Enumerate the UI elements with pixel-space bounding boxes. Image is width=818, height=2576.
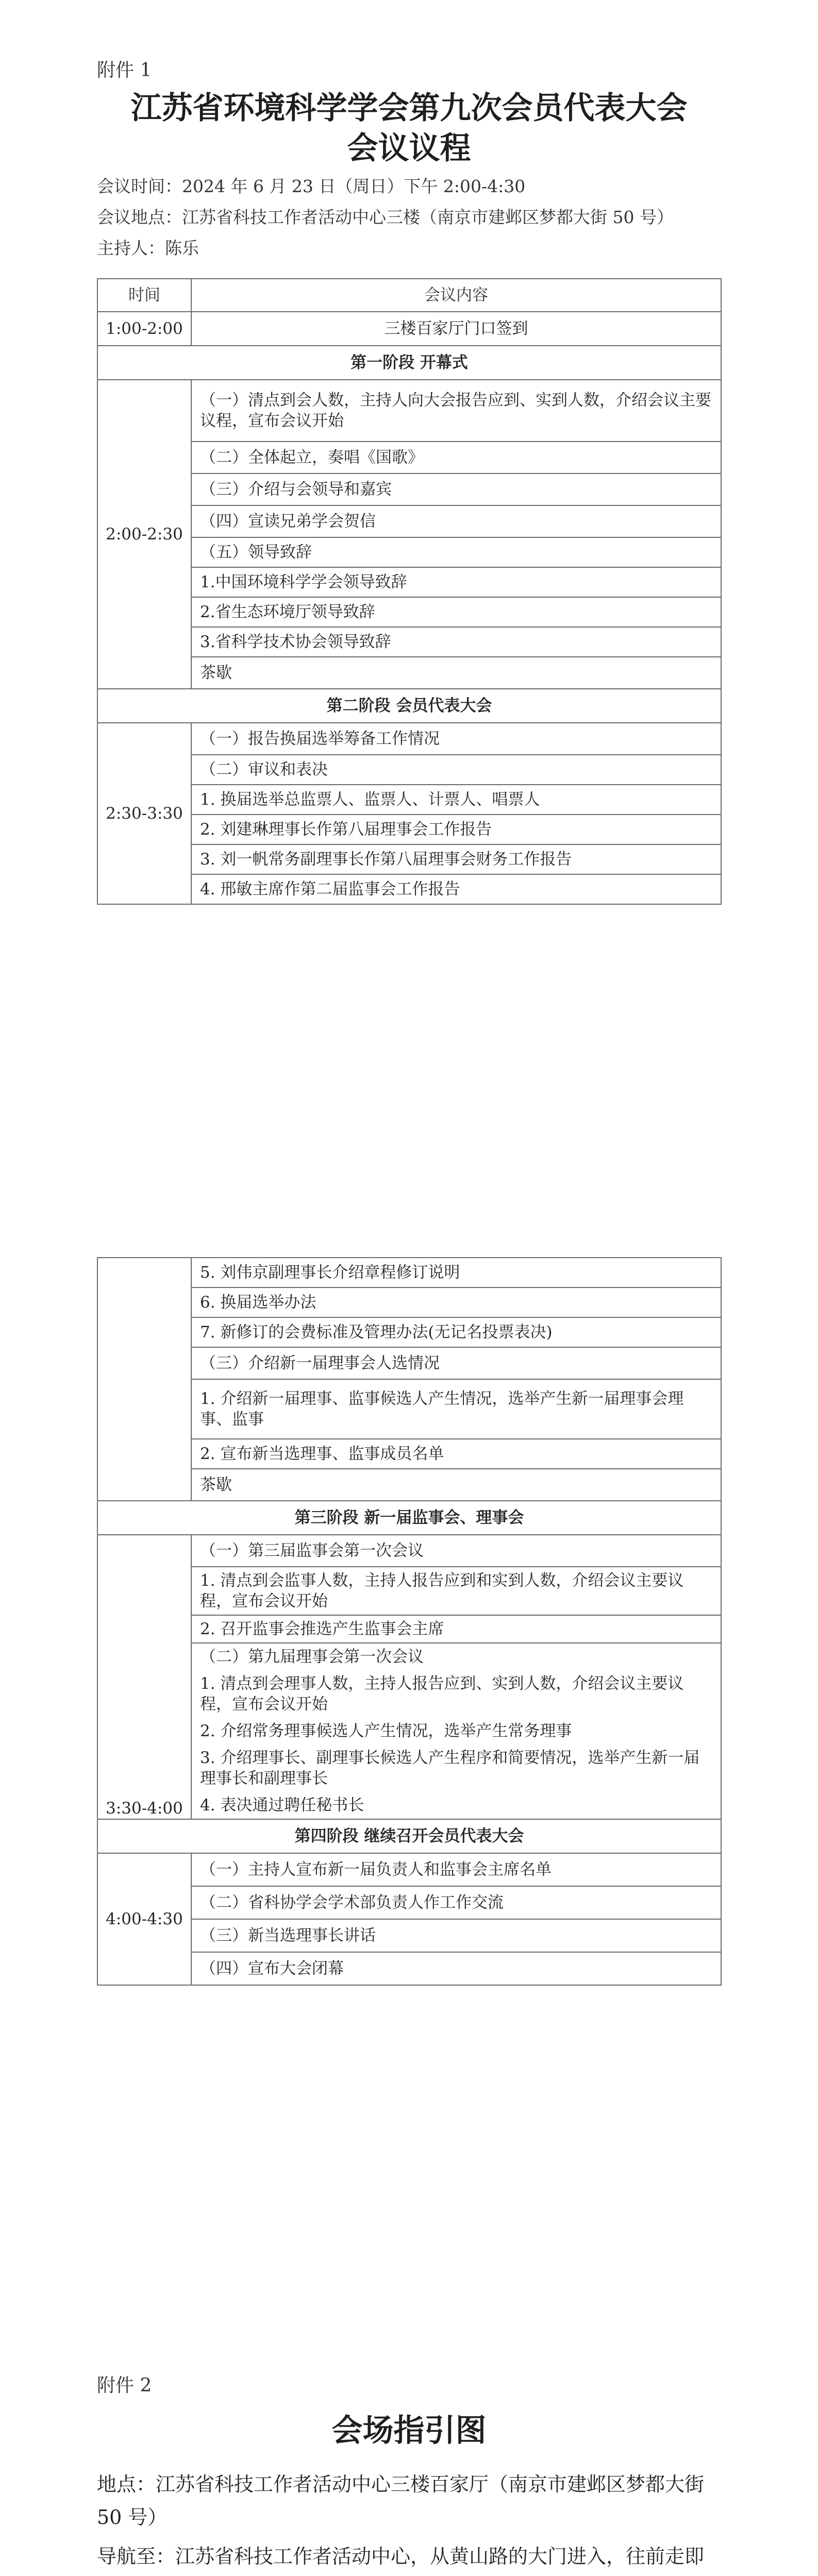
table-row: [97, 537, 721, 567]
signin-row: [97, 312, 721, 346]
table-row: [97, 1567, 721, 1819]
phase1-title-row: [97, 346, 721, 380]
phase3-item: 3. 介绍理事长、副理事长候选人产生程序和简要情况，选举产生新一届理事长和副理事长: [200, 1749, 700, 1788]
phase4-title: 第四阶段 继续召开会员代表大会: [97, 1819, 721, 1853]
phase2-item: 2. 刘建琳理事长作第八届理事会工作报告: [191, 815, 721, 844]
table-row: [97, 473, 721, 505]
guide-title: 会场指引图: [331, 2413, 487, 2449]
phase2-item: 茶歇: [191, 1469, 721, 1501]
phase1-time: 2:00-2:30: [97, 380, 191, 689]
phase3-item-group: [191, 1567, 721, 1819]
table-row: [97, 1853, 721, 1886]
phase1-item: （三）介绍与会领导和嘉宾: [191, 473, 721, 505]
phase3-item: 1. 清点到会理事人数，主持人报告应到、实到人数，介绍会议主要议程，宣布会议开始: [200, 1674, 684, 1714]
header-content: 会议内容: [191, 279, 721, 312]
agenda-table-part1: [97, 278, 722, 905]
table-row: [97, 567, 721, 597]
table-row: [97, 723, 721, 755]
phase2-item: 3. 刘一帆常务副理事长作第八届理事会财务工作报告: [191, 844, 721, 874]
signin-content: 三楼百家厅门口签到: [191, 312, 721, 346]
phase2-title-row: [97, 689, 721, 723]
guide-navigation: 导航至：江苏省科技工作者活动中心，从黄山路的大门进入，往前走即: [97, 2545, 705, 2568]
table-row: [97, 1287, 721, 1317]
phase3-time: 3:30-4:00: [97, 1535, 191, 1819]
phase2-time-continued: [97, 1258, 191, 1501]
phase1-item: （二）全体起立，奏唱《国歌》: [191, 442, 721, 473]
table-row: [97, 1919, 721, 1952]
table-row: [97, 844, 721, 874]
signin-time: 1:00-2:00: [97, 312, 191, 346]
phase2-item: （三）介绍新一届理事会人选情况: [191, 1347, 721, 1379]
phase1-item: 茶歇: [191, 657, 721, 689]
table-row: [97, 505, 721, 537]
table-row: [97, 442, 721, 473]
meeting-host: 主持人：陈乐: [97, 238, 199, 258]
table-row: [97, 380, 721, 442]
table-row: [97, 785, 721, 815]
phase1-item: 2.省生态环境厅领导致辞: [191, 597, 721, 627]
table-row: [97, 1535, 721, 1567]
header-time: 时间: [97, 279, 191, 312]
table-row: [97, 1886, 721, 1919]
document-subtitle: 会议议程: [347, 130, 471, 166]
phase1-item: 3.省科学技术协会领导致辞: [191, 627, 721, 657]
table-row: [97, 657, 721, 689]
phase3-title: 第三阶段 新一届监事会、理事会: [97, 1501, 721, 1535]
table-header-row: [97, 279, 721, 312]
phase2-item: 2. 宣布新当选理事、监事成员名单: [191, 1439, 721, 1469]
attachment-1-label: 附件 1: [97, 60, 152, 81]
table-row: [97, 597, 721, 627]
phase4-item: （三）新当选理事长讲话: [191, 1919, 721, 1952]
table-row: [97, 1469, 721, 1501]
phase1-item: （一）清点到会人数，主持人向大会报告应到、实到人数，介绍会议主要议程，宣布会议开始: [191, 380, 721, 442]
phase4-time: 4:00-4:30: [97, 1853, 191, 1985]
agenda-table-part2: [97, 1257, 722, 1986]
phase3-item: 2. 介绍常务理事候选人产生情况，选举产生常务理事: [200, 1722, 572, 1740]
phase2-item: 5. 刘伟京副理事长介绍章程修订说明: [191, 1258, 721, 1287]
phase2-item: （二）审议和表决: [191, 755, 721, 785]
phase2-item: 4. 邢敏主席作第二届监事会工作报告: [191, 874, 721, 904]
table-row: [97, 1439, 721, 1469]
phase4-item: （一）主持人宣布新一届负责人和监事会主席名单: [191, 1853, 721, 1886]
attachment-2-label: 附件 2: [97, 2375, 152, 2396]
table-row: [97, 815, 721, 844]
phase2-item: 6. 换届选举办法: [191, 1287, 721, 1317]
phase1-item: 1.中国环境科学学会领导致辞: [191, 567, 721, 597]
document-title: 江苏省环境科学学会第九次会员代表大会: [130, 90, 688, 126]
phase1-title: 第一阶段 开幕式: [97, 346, 721, 380]
phase4-item: （四）宣布大会闭幕: [191, 1952, 721, 1985]
phase4-item: （二）省科协学会学术部负责人作工作交流: [191, 1886, 721, 1919]
phase3-title-row: [97, 1501, 721, 1535]
table-row: [97, 1379, 721, 1439]
table-row: [97, 755, 721, 785]
table-row: [97, 1317, 721, 1347]
table-row: [97, 627, 721, 657]
table-row: [97, 874, 721, 904]
phase2-time: 2:30-3:30: [97, 723, 191, 904]
phase3-item: 4. 表决通过聘任秘书长: [200, 1796, 364, 1815]
phase2-title: 第二阶段 会员代表大会: [97, 689, 721, 723]
phase2-item: 1. 介绍新一届理事、监事候选人产生情况，选举产生新一届理事会理事、监事: [191, 1379, 721, 1439]
phase4-title-row: [97, 1819, 721, 1853]
guide-address: 地点：江苏省科技工作者活动中心三楼百家厅（南京市建邺区梦都大街 50 号）: [97, 2473, 705, 2529]
table-row: [97, 1952, 721, 1985]
phase3-item: （一）第三届监事会第一次会议: [191, 1535, 721, 1567]
phase3-item: 1. 清点到会监事人数，主持人报告应到和实到人数，介绍会议主要议程，宣布会议开始: [192, 1567, 721, 1616]
phase3-item: （二）第九届理事会第一次会议: [200, 1648, 424, 1666]
phase2-item: 1. 换届选举总监票人、监票人、计票人、唱票人: [191, 785, 721, 815]
phase2-item: （一）报告换届选举筹备工作情况: [191, 723, 721, 755]
meeting-time: 会议时间：2024 年 6 月 23 日（周日）下午 2:00-4:30: [97, 176, 526, 196]
table-row: [97, 1258, 721, 1287]
phase2-item: 7. 新修订的会费标准及管理办法(无记名投票表决): [191, 1317, 721, 1347]
table-row: [97, 1347, 721, 1379]
phase1-item: （四）宣读兄弟学会贺信: [191, 505, 721, 537]
phase3-item: 2. 召开监事会推选产生监事会主席: [192, 1616, 721, 1643]
meeting-place: 会议地点：江苏省科技工作者活动中心三楼（南京市建邺区梦都大街 50 号）: [97, 207, 674, 227]
phase1-item: （五）领导致辞: [191, 537, 721, 567]
